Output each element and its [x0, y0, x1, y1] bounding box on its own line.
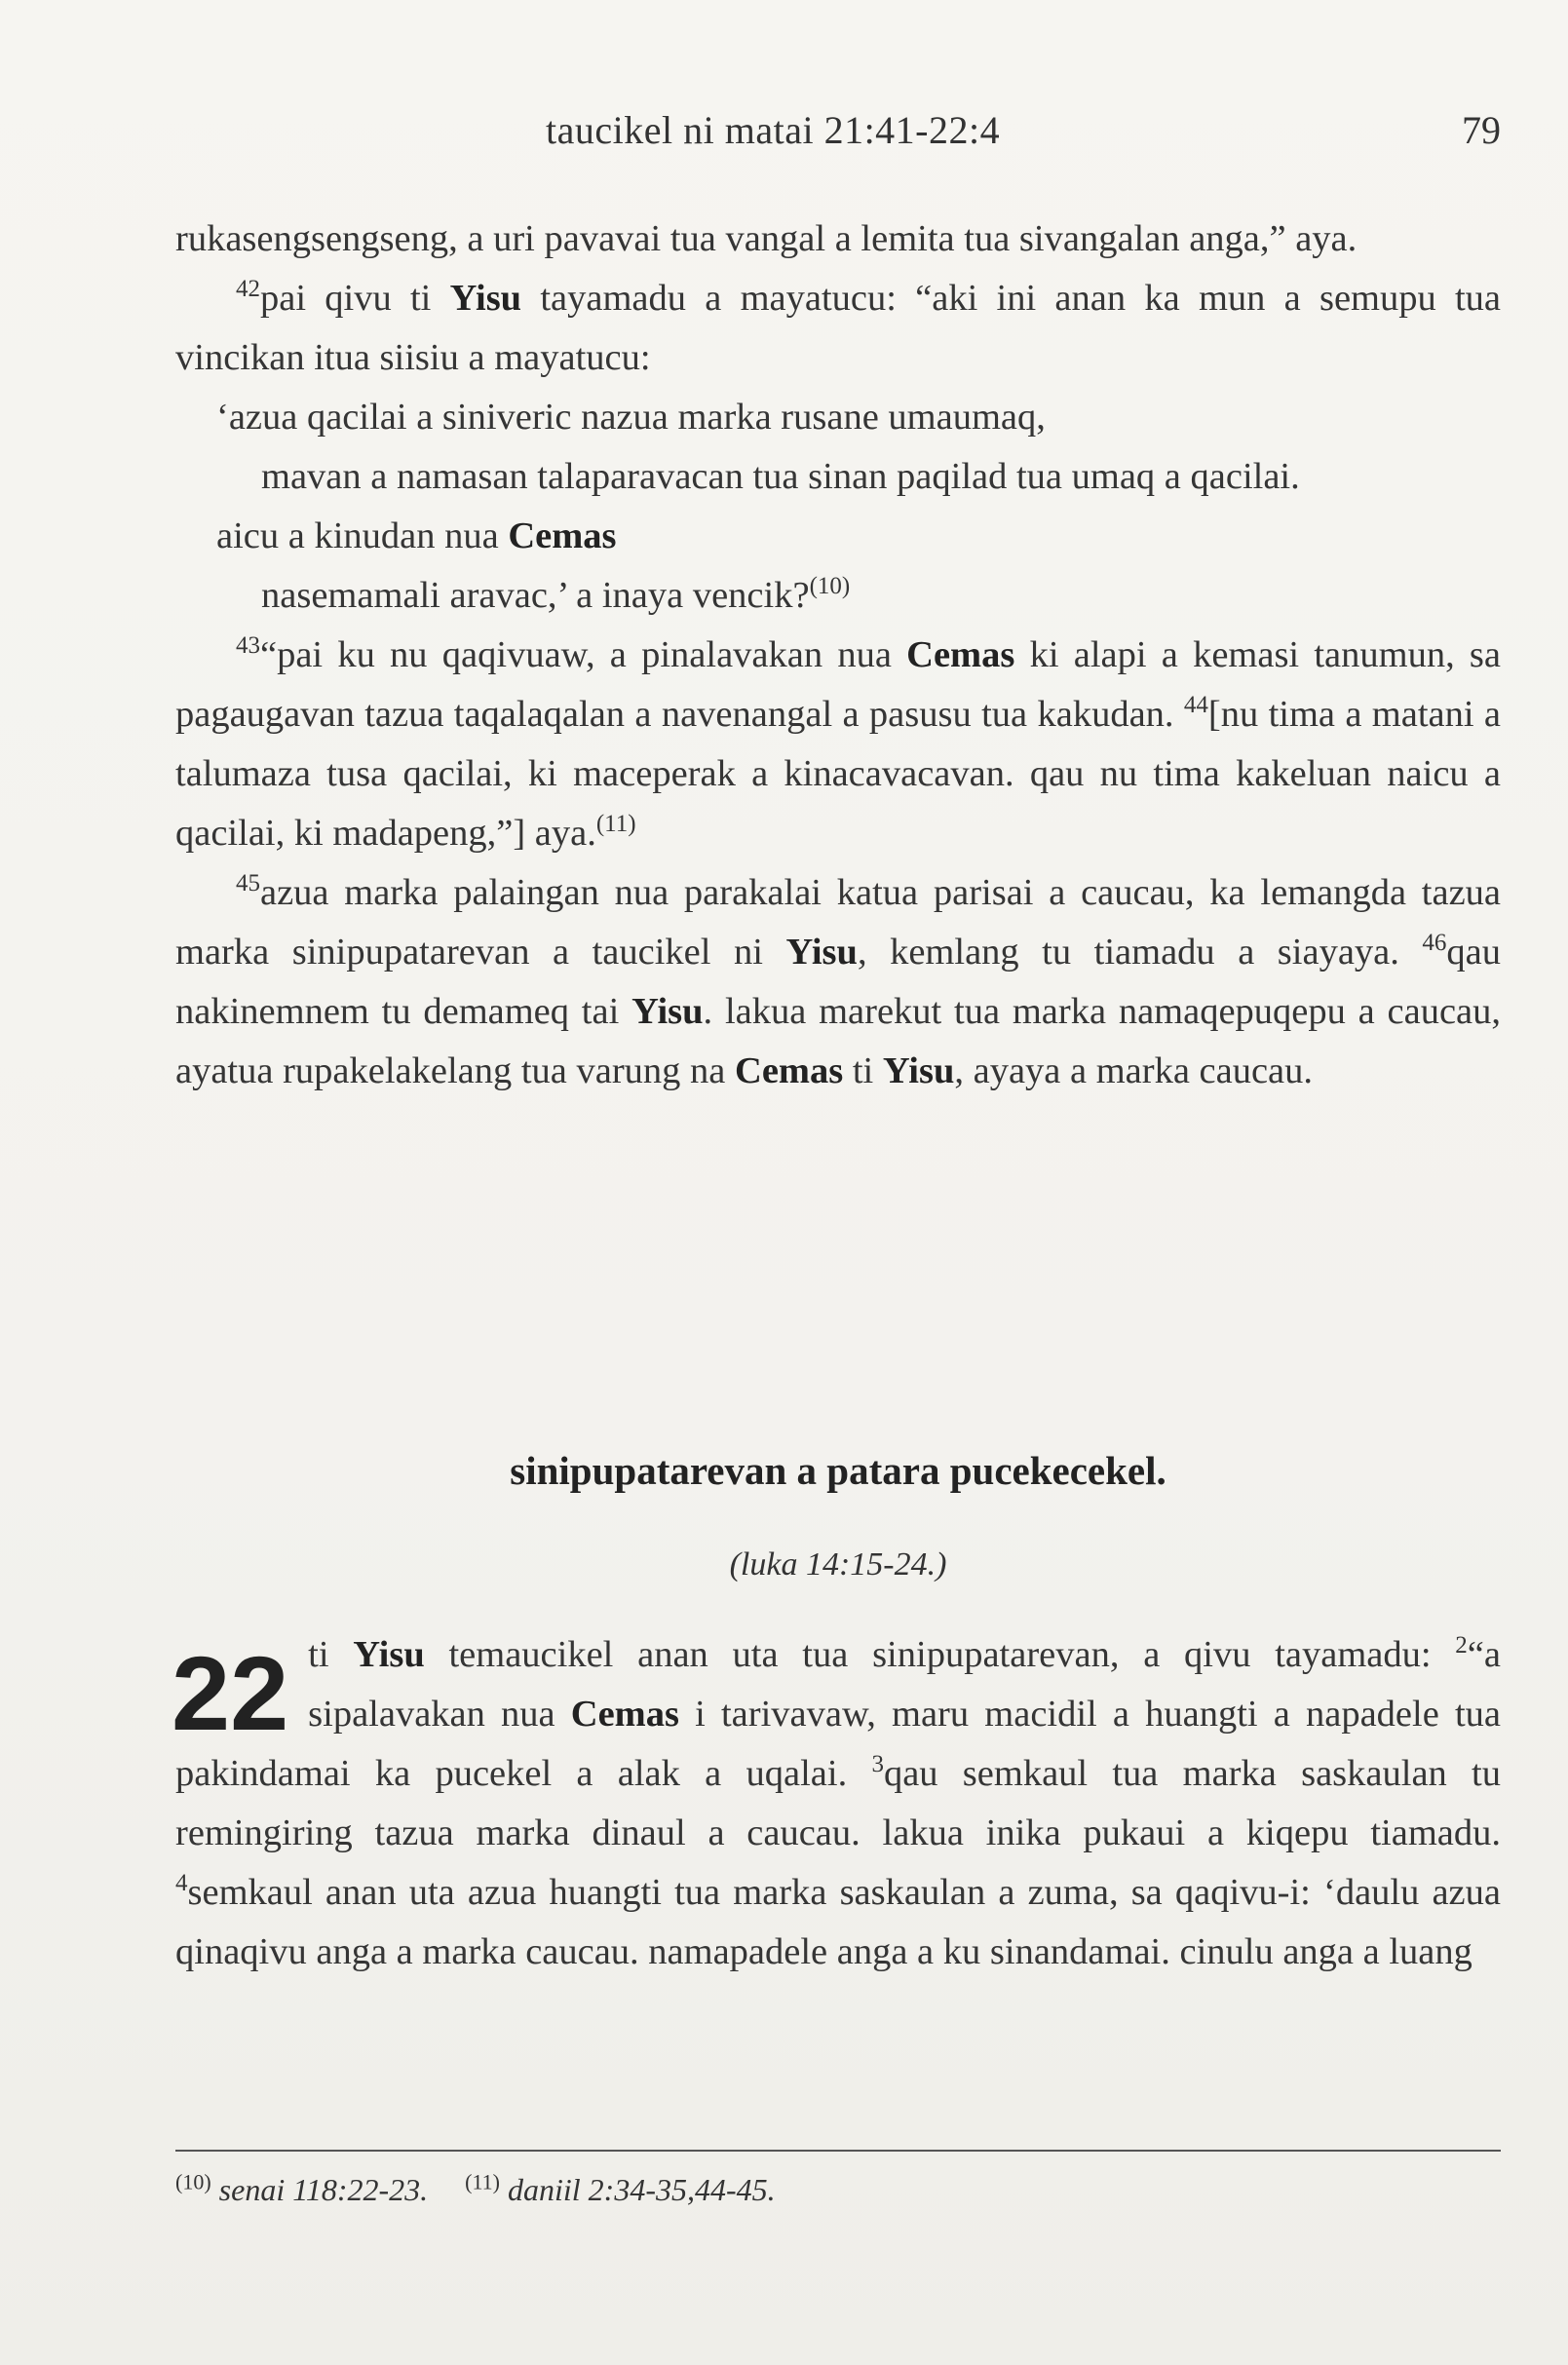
name-cemas: Cemas [735, 1050, 844, 1091]
name-cemas: Cemas [570, 1694, 679, 1735]
footnote-divider [175, 2150, 1501, 2152]
text-run: pai qivu ti [260, 278, 450, 319]
main-text [175, 210, 1501, 1101]
verse-number: 2 [1455, 1632, 1468, 1659]
text-run: “a sipalavakan nua [308, 1634, 1501, 1735]
footnote-mark: (11) [465, 2169, 500, 2193]
chapter-number: 22 [172, 1634, 289, 1752]
text-run: , kemlang tu tiamadu a siayaya. [857, 932, 1423, 973]
running-header [175, 107, 1501, 166]
text-run: aicu a kinudan nua [216, 515, 509, 556]
name-cemas: Cemas [906, 634, 1015, 675]
verse-number: 44 [1183, 692, 1208, 719]
verse-number: 43 [236, 632, 260, 660]
verse-number: 3 [871, 1751, 884, 1778]
chapter-22-text [172, 1625, 1501, 1982]
text-run: ‘azua qacilai a siniveric nazua marka rusane umaumaq, [216, 397, 1046, 438]
paragraph-continuation [175, 210, 1501, 269]
text-run: qau nakinemnem tu demameq tai [175, 932, 1501, 1032]
text-run: ti [843, 1050, 883, 1091]
verse-number: 4 [175, 1870, 188, 1897]
footnote-text: daniil 2:34-35,44-45. [507, 2171, 776, 2207]
name-yisu: Yisu [882, 1050, 955, 1091]
text-run: temaucikel anan uta tua sinipupatarevan, a qivu tayamadu: [424, 1634, 1456, 1675]
text-run: qau semkaul tua marka saskaulan tu remingiring tazua marka dinaul a caucau. lakua inika pukaui a kiqepu tiamadu. [175, 1753, 1501, 1853]
text-run: ti [308, 1634, 354, 1675]
poem-line-4 [175, 566, 1501, 626]
name-yisu: Yisu [785, 932, 858, 973]
name-yisu: Yisu [353, 1634, 425, 1675]
page-number: 79 [1462, 108, 1501, 152]
poem-line-1 [175, 388, 1501, 447]
footnote-text: senai 118:22-23. [218, 2171, 429, 2207]
poem-line-2 [175, 447, 1501, 507]
footnote-10 [175, 2169, 429, 2207]
poem-line-3 [175, 507, 1501, 566]
verse-number: 42 [236, 276, 260, 303]
footnote-11 [465, 2169, 776, 2207]
footnote-ref-10[interactable]: (10) [809, 573, 851, 600]
name-cemas: Cemas [508, 515, 617, 556]
footnotes [175, 2169, 1501, 2208]
verse-42 [175, 269, 1501, 388]
verse-number: 45 [236, 870, 260, 897]
footnote-mark: (10) [175, 2169, 211, 2193]
text-run: “pai ku nu qaqivuaw, a pinalavakan nua [260, 634, 907, 675]
text-run: [nu tima a matani a talumaza tusa qacilai, ki maceperak a kinacavacavan. qau nu tima kakeluan naicu a qacilai, ki madapeng,”] aya. [175, 694, 1501, 854]
header-title: taucikel ni matai 21:41-22:4 [546, 108, 1001, 152]
text-run: rukasengsengseng, a uri pavavai tua vangal a lemita tua sivangalan anga,” aya. [175, 218, 1358, 259]
section-cross-reference: (luka 14:15-24.) [729, 1546, 947, 1583]
text-run: tayamadu a mayatucu: “aki ini anan ka mun a semupu tua vincikan itua siisiu a mayatucu: [175, 278, 1502, 378]
verses-1-4 [175, 1625, 1501, 1982]
text-run: , ayaya a marka caucau. [954, 1050, 1314, 1091]
text-run: i tarivavaw, maru macidil a huangti a napadele tua pakindamai ka pucekel a alak a uqalai. [175, 1694, 1501, 1794]
text-run: ki alapi a kemasi tanumun, sa pagaugavan tazua taqalaqalan a navenangal a pasusu tua kakudan. [175, 634, 1501, 735]
section-heading: sinipupatarevan a patara pucekecekel. [510, 1448, 1166, 1493]
text-run: azua marka palaingan nua parakalai katua parisai a caucau, ka lemangda tazua marka sinipupatarevan a taucikel ni [175, 872, 1501, 973]
text-run: nasemamali aravac,’ a inaya vencik? [261, 575, 810, 616]
text-run: semkaul anan uta azua huangti tua marka saskaulan a zuma, sa qaqivu-i: ‘daulu azua qinaqivu anga a marka caucau. namapadele anga a ku sinandamai. cinulu anga a luang [175, 1872, 1501, 1972]
footnote-ref-11[interactable]: (11) [595, 811, 636, 838]
verse-43-44 [175, 626, 1501, 863]
verse-number: 46 [1422, 930, 1447, 957]
text-run: mavan a namasan talaparavacan tua sinan paqilad tua umaq a qacilai. [261, 456, 1300, 497]
verse-45-46 [175, 863, 1501, 1101]
name-yisu: Yisu [631, 991, 704, 1032]
text-run: . lakua marekut tua marka namaqepuqepu a caucau, ayatua rupakelakelang tua varung na [175, 991, 1501, 1091]
name-yisu: Yisu [449, 278, 522, 319]
